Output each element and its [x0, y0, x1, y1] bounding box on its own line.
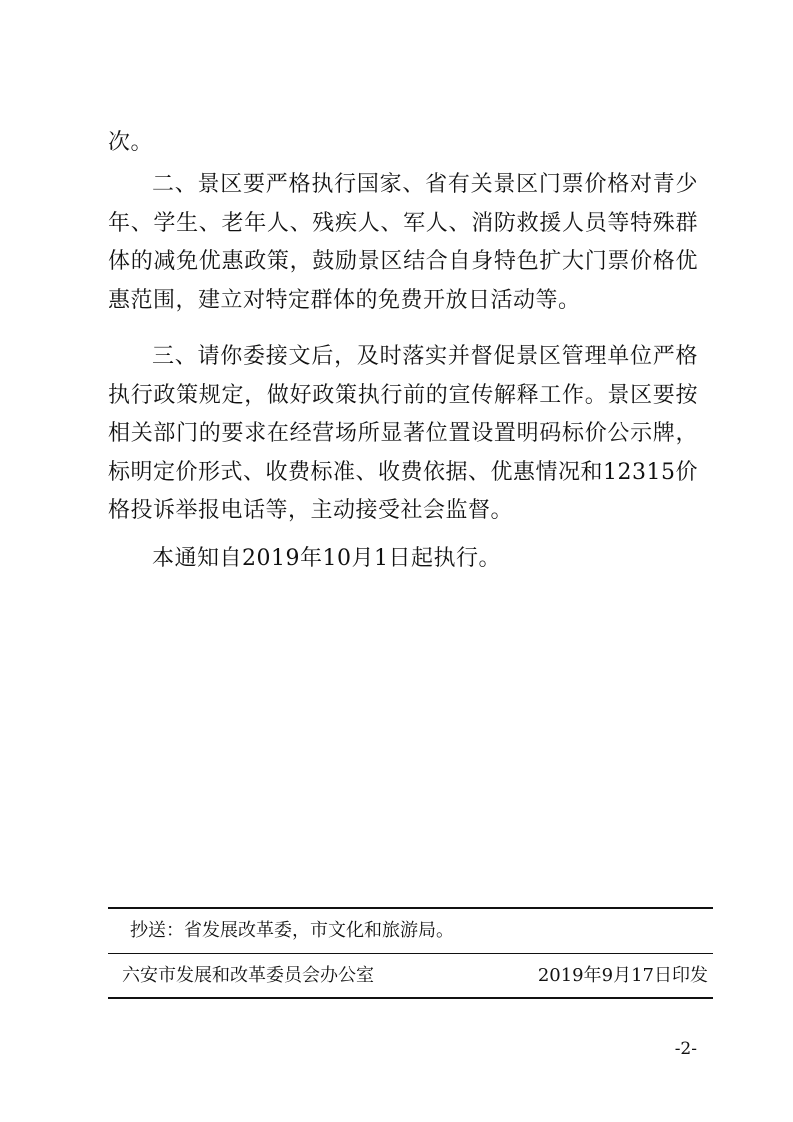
footer-middle-rule [108, 953, 713, 954]
paragraph-item-2: 二、景区要严格执行国家、省有关景区门票价格对青少年、学生、老年人、残疾人、军人、消防救援人员等特殊群体的减免优惠政策，鼓励景区结合自身特色扩大门票价格优惠范围，建立对特定群体的免费开放日活动等。 [108, 172, 698, 313]
paragraph-effective-date: 本通知自2019年10月1日起执行。 [152, 546, 501, 571]
paragraph-continuation: 次。 [108, 130, 154, 155]
issuer-name: 六安市发展和改革委员会办公室 [122, 965, 374, 986]
cc-line: 抄送：省发展改革委，市文化和旅游局。 [130, 920, 454, 941]
footer-top-rule [108, 907, 713, 909]
paragraph-item-3: 三、请你委接文后，及时落实并督促景区管理单位严格执行政策规定，做好政策执行前的宣传解释工作。景区要按相关部门的要求在经营场所显著位置设置明码标价公示牌，标明定价形式、收费标准、收费依据、优惠情况和12315价格投诉举报电话等，主动接受社会监督。 [108, 344, 698, 523]
page-number: -2- [674, 1039, 697, 1059]
footer-bottom-rule [108, 997, 713, 999]
issue-date: 2019年9月17日印发 [537, 965, 708, 986]
